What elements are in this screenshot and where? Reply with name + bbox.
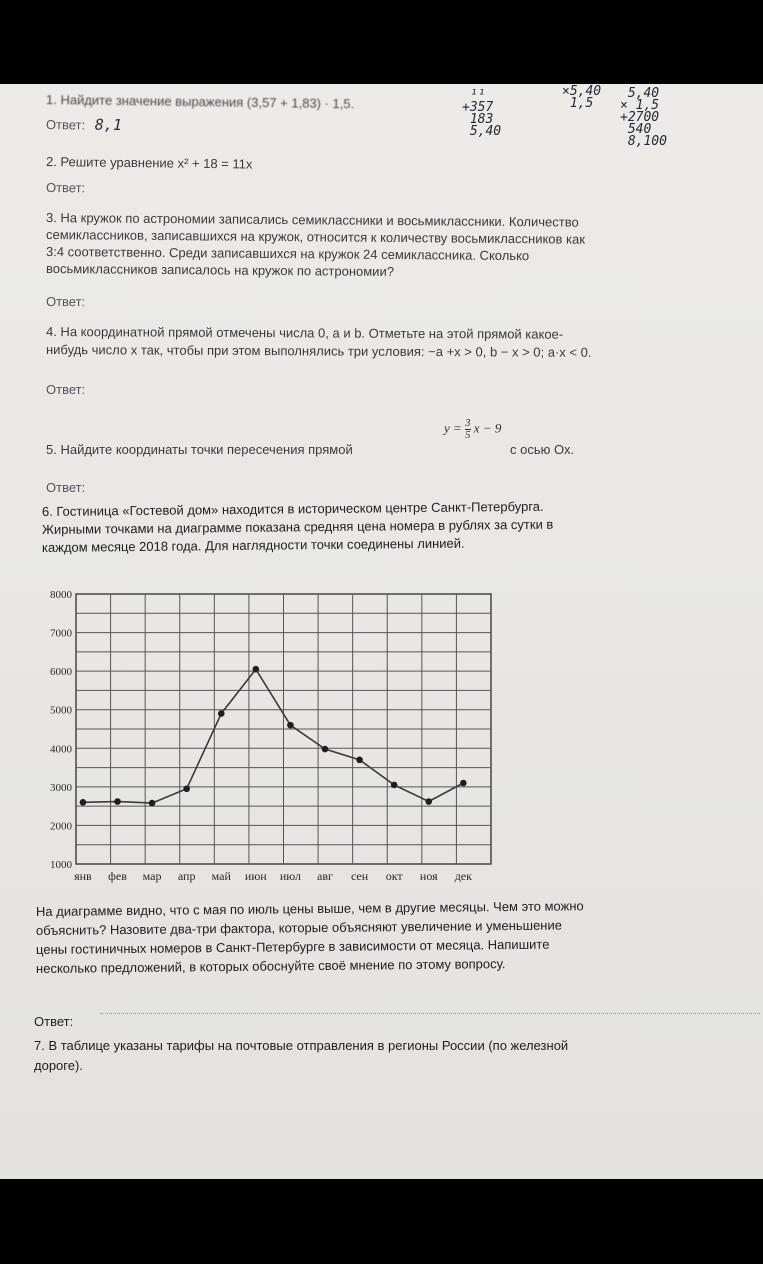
y-tick-label: 3000 (50, 781, 72, 794)
question-6-task-line-2: объяснить? Назовите два-три фактора, которые объясняют увеличение и уменьшение (35, 917, 563, 938)
answer-label: Ответ: (45, 117, 86, 133)
data-point (425, 798, 432, 805)
data-point (460, 780, 467, 787)
data-point (149, 800, 156, 807)
data-point (253, 666, 260, 673)
handwritten-answer-1: 8,1 (94, 115, 123, 135)
y-tick-label: 7000 (50, 627, 72, 640)
x-tick-label: фев (108, 869, 127, 883)
x-tick-label: июн (244, 869, 267, 883)
data-point (391, 782, 398, 789)
x-tick-label: сен (350, 869, 369, 883)
answer-6: Ответ: (34, 1014, 74, 1029)
question-6-task-line-1: На диаграмме видно, что с мая по июль цены выше, чем в другие месяцы. Чем это можно (35, 898, 584, 919)
answer-6-line (100, 999, 760, 1014)
question-7-line-1: 7. В таблице указаны тарифы на почтовые отправления в регионы России (по железной (34, 1038, 569, 1053)
x-tick-label: окт (385, 869, 403, 883)
y-tick-label: 4000 (50, 743, 72, 756)
data-point (287, 722, 294, 729)
answer-5: Ответ: (46, 480, 86, 495)
y-tick-label: 1000 (50, 859, 72, 871)
question-6-line-2: Жирными точками на диаграмме показана средняя цена номера в рублях за сутки в (41, 516, 554, 537)
worksheet-page (0, 84, 763, 1179)
y-tick-label: 8000 (50, 589, 72, 601)
x-tick-label: дек (454, 869, 472, 883)
y-tick-label: 6000 (50, 666, 72, 679)
question-6-line-3: каждом месяце 2018 года. Для наглядности точки соединены линией. (41, 535, 465, 555)
y-tick-label: 2000 (50, 820, 72, 833)
data-point (322, 746, 329, 753)
answer-4: Ответ: (46, 382, 86, 397)
x-tick-label: янв (74, 869, 92, 883)
formula: y = $\frac{3}{5}$ x − 9 (444, 417, 502, 441)
question-6-task-line-3: цены гостиничных номеров в Санкт-Петербурге в зависимости от месяца. Напишите (35, 936, 550, 957)
handwritten-calc-mult-2: 5,40 × 1,5 +2700 540 8,100 (620, 86, 667, 149)
handwritten-calc-mult-1: ×5,40 1,5 (562, 84, 602, 111)
question-3-line-1: 3. На кружок по астрономии записались семиклассники и восьмиклассники. Количество (45, 210, 579, 230)
data-point (80, 799, 87, 806)
question-6-line-1: 6. Гостиница «Гостевой дом» находится в историческом центре Санкт-Петербурга. (41, 498, 544, 519)
x-tick-label: июл (279, 869, 301, 883)
answer-1 (46, 117, 122, 133)
x-tick-label: авг (317, 869, 333, 883)
data-point (356, 757, 363, 764)
question-3-line-3: 3:4 соответственно. Среди записавшихся на кружок 24 семиклассника. Сколько (45, 244, 530, 264)
handwritten-calc-sum: ¹¹ +357 183 5,40 (462, 88, 502, 139)
question-3-line-4: восьмиклассников записалось на кружок по астрономии? (45, 261, 395, 280)
price-chart (34, 584, 514, 889)
data-point (218, 710, 225, 717)
question-2: 2. Решите уравнение x² + 18 = 11x (45, 154, 253, 172)
y-tick-label: 5000 (50, 704, 72, 717)
question-5: 5. Найдите координаты точки пересечения прямой (46, 442, 353, 457)
question-7-line-2: дороге). (34, 1058, 83, 1073)
question-3-line-2: семиклассников, записавшихся на кружок, относится к количеству восьмиклассников как (45, 227, 586, 247)
x-tick-label: ноя (419, 869, 438, 883)
x-tick-label: май (211, 869, 231, 883)
x-tick-label: мар (142, 869, 162, 883)
question-4-line-1: 4. На координатной прямой отмечены числа 0, a и b. Отметьте на этой прямой какое- (45, 324, 564, 342)
x-tick-label: апр (177, 869, 196, 883)
data-point (114, 798, 121, 805)
chart-svg (34, 584, 514, 889)
series-line (83, 669, 463, 803)
question-4-line-2: нибудь число x так, чтобы при этом выполнялись три условия: −a +x > 0, b − x > 0; a·x < 0. (45, 342, 592, 360)
answer-2: Ответ: (45, 180, 86, 196)
answer-3: Ответ: (45, 294, 86, 310)
question-5-tail: с осью Ох. (510, 442, 575, 457)
question-1: 1. Найдите значение выражения (3,57 + 1,83) · 1,5. (45, 92, 355, 112)
data-point (183, 785, 190, 792)
question-6-task-line-4: несколько предложений, в которых обоснуйте своё мнение по этому вопросу. (35, 956, 506, 976)
